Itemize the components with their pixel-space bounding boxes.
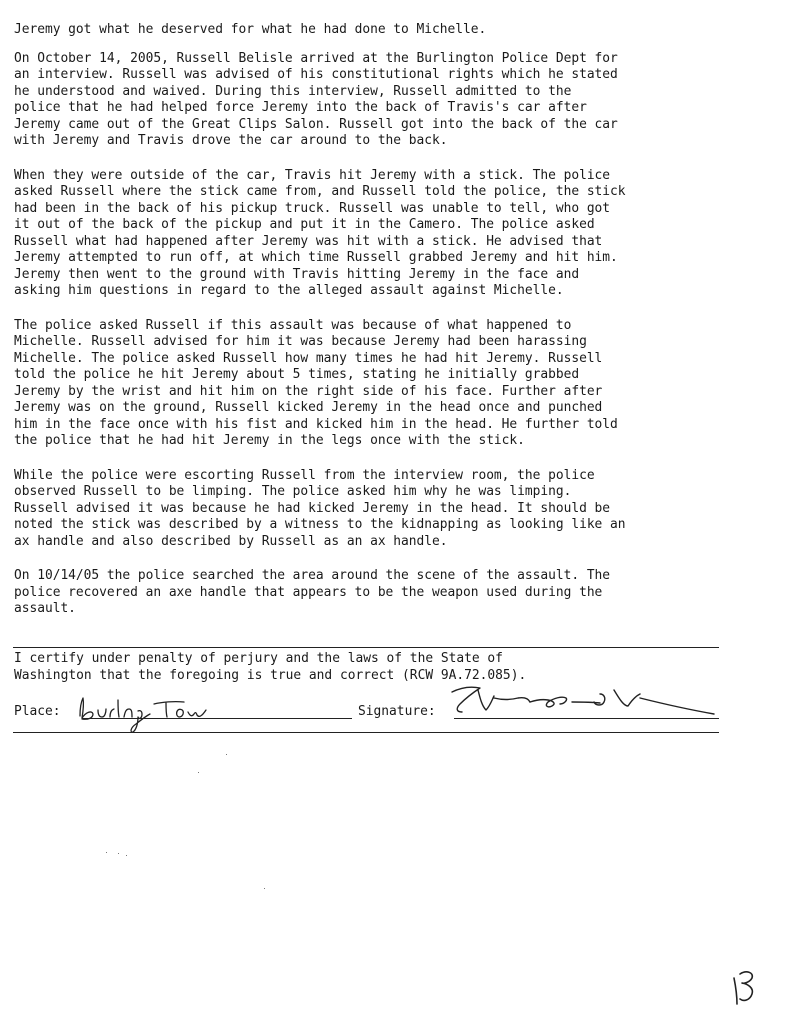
- scan-speck: [126, 855, 127, 856]
- signature-label: Signature:: [358, 704, 436, 719]
- statement-paragraph-3: When they were outside of the car, Travis hit Jeremy with a stick. The police asked Russell where the stick came from, and Russell told the police, the stick had been in the back of his pickup truck. Russell was unable to tell, who got it out of the back of the pickup and put it in the Camero. The police asked Russell what had happened after Jeremy was hit with a stick. He advised that Jeremy attempted to run off, at which time Russell grabbed Jeremy and hit him. Jeremy then went to the ground with Travis hitting Jeremy in the face and asking him questions in regard to the alleged assault against Michelle.: [14, 167, 626, 298]
- signature-handwriting: [444, 684, 724, 728]
- statement-paragraph-6: On 10/14/05 the police searched the area around the scene of the assault. The police recovered an axe handle that appears to be the weapon used during the assault.: [14, 568, 611, 616]
- statement-paragraph-5: While the police were escorting Russell from the interview room, the police observed Russell to be limping. The police asked him why he was limping. Russell advised it was because he had kicked Jeremy in the head. It should be noted the stick was described by a witness to the kidnapping as looking like an ax handle and also described by Russell as an ax handle.: [14, 467, 626, 549]
- certification-bottom-rule: [13, 732, 719, 733]
- page-mark: [726, 966, 766, 1010]
- scan-speck: [118, 853, 119, 854]
- statement-body: [14, 22, 774, 636]
- statement-paragraph-1: Jeremy got what he deserved for what he had done to Michelle.: [14, 22, 487, 37]
- place-label: Place:: [14, 704, 61, 719]
- scan-speck: [106, 852, 107, 853]
- statement-paragraph-2: On October 14, 2005, Russell Belisle arrived at the Burlington Police Dept for an interview. Russell was advised of his constitutional rights which he stated he understood and waived. During this interview, Russell admitted to the police that he had helped force Jeremy into the back of Travis's car after Jeremy came out of the Great Clips Salon. Russell got into the back of the car with Jeremy and Travis drove the car around to the back.: [14, 50, 618, 148]
- scan-speck: [226, 754, 227, 755]
- place-handwriting: [66, 690, 246, 736]
- certification-text: I certify under penalty of perjury and the laws of the State of Washington that the foregoing is true and correct (RCW 9A.72.085).: [14, 651, 527, 683]
- scan-speck: [264, 888, 265, 889]
- certification-top-rule: [13, 647, 719, 648]
- scan-speck: [198, 772, 199, 773]
- statement-paragraph-4: The police asked Russell if this assault was because of what happened to Michelle. Russell advised for him it was because Jeremy had been harassing Michelle. The police asked Russell how many times he had hit Jeremy. Russell told the police he hit Jeremy about 5 times, stating he initially grabbed Jeremy by the wrist and hit him on the right side of his face. Further after Jeremy was on the ground, Russell kicked Jeremy in the head once and punched him in the face once with his fist and kicked him in the head. He further told the police that he had hit Jeremy in the legs once with the stick.: [14, 317, 618, 448]
